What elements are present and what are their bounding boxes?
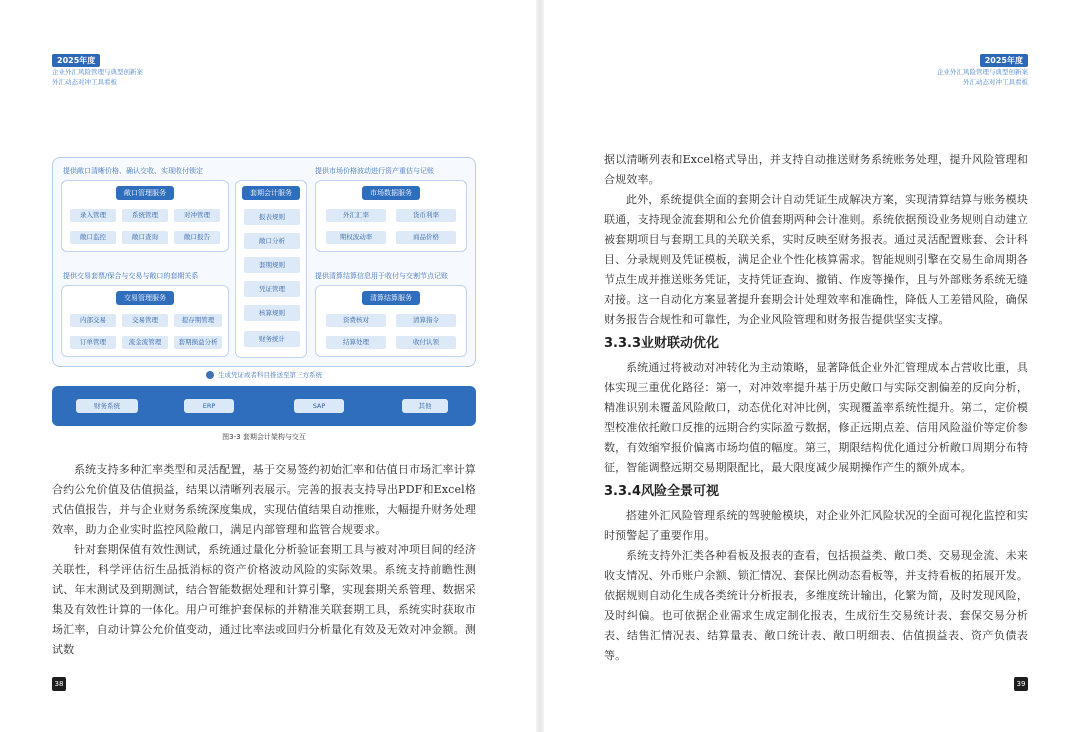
flow-arrow-icon	[206, 371, 214, 379]
system-chip-sap: SAP	[294, 399, 344, 413]
settlement-panel	[315, 285, 467, 357]
left-running-header	[52, 48, 143, 87]
right-body-text	[604, 150, 1028, 666]
external-systems-bar	[52, 386, 476, 426]
panel-item: 录入管理	[70, 209, 116, 222]
panel-item: 清算指令	[396, 314, 456, 327]
figure-caption: 图3-3 套期会计架构与交互	[222, 433, 306, 441]
panel-title: 交易管理服务	[116, 291, 174, 305]
system-chip-other: 其他	[402, 399, 448, 413]
panel-item: 敞口分析	[244, 233, 300, 249]
hedge-accounting-panel	[235, 180, 307, 358]
paragraph: 此外，系统提供全面的套期会计自动凭证生成解决方案，实现清算结算与账务模块联通，支持现金流套期和公允价值套期两种会计准则。系统依据预设业务规则自动建立被套期项目与套期工具的关联关系，实时反映至财务报表。通过灵活配置账套、会计科目、分录规则及凭证模板，满足企业个性化核算需求。智能规则引擎在交易生命周期各节点生成并推送账务凭证，支持凭证查询、撤销、作废等操作，且与外部账务系统无缝对接。这一自动化方案显著提升套期会计处理效率和准确性，降低人工差错风险，确保财务报告合规性和可靠性，为企业风险管理和财务报告提供坚实支撑。	[604, 193, 1028, 326]
panel-item: 资费核对	[326, 314, 386, 327]
architecture-diagram	[52, 157, 476, 367]
panel-item: 期权波动率	[326, 231, 386, 244]
section-heading: 3.3.4风险全景可视	[604, 484, 720, 499]
panel-title: 敞口管理服务	[116, 186, 174, 200]
paragraph: 系统通过将被动对冲转化为主动策略，显著降低企业外汇管理成本占营收比重，具体实现三重优化路径：第一，对冲效率提升基于历史敞口与实际交割偏差的反向分析，精准识别未覆盖风险敞口，动态优化对冲比例，实现覆盖率系统性提升。第二，定价模型校准依托敞口反推的远期合约实际盈亏数据，修正远期点差、信用风险溢价等定价参数，有效缩窄报价偏离市场均值的幅度。第三，期限结构优化通过分析敞口周期分布特征，智能调整远期交易期限配比，最大限度减少展期操作产生的额外成本。	[604, 361, 1028, 474]
section-title-market: 提供市场价格波动进行资产重估与记账	[315, 167, 434, 175]
section-title-settle: 提供清算结算信息用于收付与交割节点记账	[315, 272, 448, 280]
panel-item: 敞口报告	[174, 231, 220, 244]
right-running-header	[937, 48, 1028, 87]
header-subtitle-2: 外汇动态对冲工具看板	[52, 78, 117, 86]
panel-item: 报表规则	[244, 209, 300, 225]
panel-item: 财务统计	[244, 331, 300, 347]
panel-item: 提存期管理	[174, 314, 222, 327]
paragraph: 系统支持多种汇率类型和灵活配置，基于交易签约初始汇率和估值日市场汇率计算合约公允价值及估值损益，结果以清晰列表展示。完善的报表支持导出PDF和Excel格式估值报告，并与企业财务系统深度集成，实现估值结果自动推账，大幅提升财务处理效率，助力企业实时监控风险敞口，满足内部管理和监管合规要求。	[52, 463, 476, 536]
flow-label-text: 生成凭证或者科目推送至第三方系统	[218, 371, 322, 379]
panel-item: 对冲管理	[174, 209, 220, 222]
panel-item: 敞口查询	[122, 231, 168, 244]
header-subtitle-2: 外汇动态对冲工具看板	[963, 78, 1028, 86]
panel-item: 商品价格	[396, 231, 456, 244]
left-body-text	[52, 460, 476, 660]
paragraph: 搭建外汇风险管理系统的驾驶舱模块，对企业外汇风险状况的全面可视化监控和实时预警起了重要作用。	[604, 509, 1028, 542]
market-data-panel	[315, 180, 467, 252]
section-title-exposure: 提供敞口清晰价格、确认交收、实现收付锁定	[63, 167, 203, 175]
section-heading: 3.3.3业财联动优化	[604, 336, 720, 351]
panel-item: 结算处理	[326, 336, 386, 349]
panel-item: 流金流管理	[122, 336, 168, 349]
page-number-left: 38	[52, 677, 66, 691]
panel-item: 外汇汇率	[326, 209, 386, 222]
panel-item: 收付认领	[396, 336, 456, 349]
panel-item: 核算规则	[244, 305, 300, 321]
panel-title: 套期会计服务	[242, 186, 300, 200]
page-number-right: 39	[1014, 677, 1028, 691]
year-badge: 2025年度	[980, 54, 1028, 67]
panel-item: 凭证管理	[244, 281, 300, 297]
paragraph: 针对套期保值有效性测试，系统通过量化分析验证套期工具与被对冲项目间的经济关联性，科学评估衍生品抵消标的资产价格波动风险的实际效果。系统支持前瞻性测试、年末测试及到期测试，结合智能数据处理和计算引擎，实现套期关系管理、数据采集及有效性计算的一体化。用户可维护套保标的并精准关联套期工具，系统实时获取市场汇率，自动计算公允价值变动，通过比率法或回归分析量化有效及无效对冲金额。测试数	[52, 543, 476, 656]
trade-panel	[61, 285, 229, 357]
panel-item: 交易管理	[122, 314, 168, 327]
paragraph: 据以清晰列表和Excel格式导出，并支持自动推送财务系统账务处理，提升风险管理和合规效率。	[604, 153, 1028, 186]
panel-title: 市场数据服务	[362, 186, 420, 200]
paragraph: 系统支持外汇类各种看板及报表的查看，包括损益类、敞口类、交易现金流、未来收支情况、外币账户余额、锁汇情况、套保比例动态看板等，并支持看板的拓展开发。依据规则自动化生成各类统计分析报表，多维度统计输出，化繁为简，及时发现风险，及时纠偏。也可依据企业需求生成定制化报表，生成衍生交易统计表、套保交易分析表、结售汇情况表、结算量表、敞口统计表、敞口明细表、估值损益表、资产负债表等。	[604, 549, 1028, 662]
panel-item: 敞口监控	[70, 231, 116, 244]
year-badge: 2025年度	[52, 54, 100, 67]
panel-item: 内部交易	[70, 314, 116, 327]
panel-item: 套期规则	[244, 257, 300, 273]
system-chip-finance: 财务系统	[76, 399, 138, 413]
panel-item: 订单管理	[70, 336, 116, 349]
flow-label	[52, 370, 476, 379]
exposure-panel	[61, 180, 229, 252]
book-spine	[536, 0, 544, 732]
panel-title: 清算结算服务	[362, 291, 420, 305]
header-subtitle-1: 企业外汇风险管理与典型创新案	[52, 68, 143, 76]
header-subtitle-1: 企业外汇风险管理与典型创新案	[937, 68, 1028, 76]
panel-item: 货币利率	[396, 209, 456, 222]
panel-item: 套期损益分析	[174, 336, 222, 349]
panel-item: 系统管理	[122, 209, 168, 222]
section-title-trade: 提供交易套票/保合与交易与敞口的套期关系	[63, 272, 199, 280]
system-chip-erp: ERP	[184, 399, 234, 413]
